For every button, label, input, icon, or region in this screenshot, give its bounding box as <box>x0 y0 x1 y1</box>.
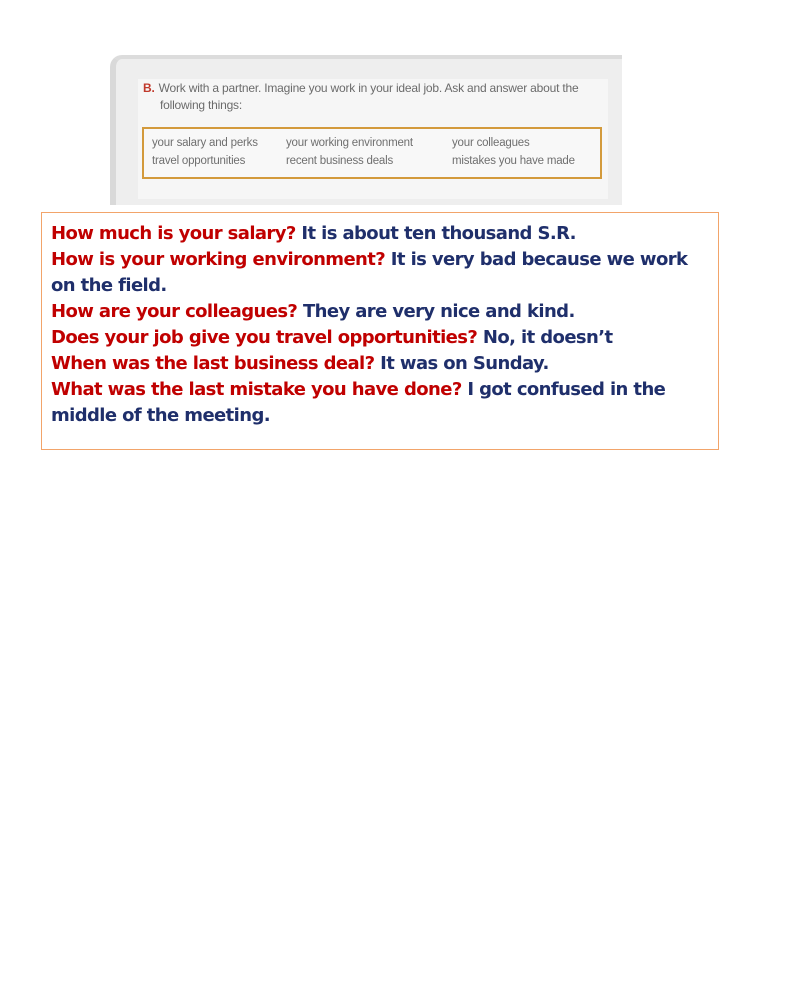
qa-line <box>51 299 711 325</box>
topics-grid <box>152 135 592 170</box>
answer-text: No, it doesn’t <box>482 327 613 348</box>
answer-text: They are very nice and kind. <box>302 301 575 322</box>
topic-item: mistakes you have made <box>452 155 575 167</box>
qa-line <box>51 325 711 351</box>
topic-item: travel opportunities <box>152 155 246 167</box>
question-text: What was the last mistake you have done? <box>51 379 462 400</box>
answer-text: It is about ten thousand S.R. <box>301 223 576 244</box>
qa-line <box>51 221 711 247</box>
question-text: When was the last business deal? <box>51 353 375 374</box>
exercise-letter: B. <box>143 81 155 95</box>
answers-text <box>51 221 711 429</box>
topic-item: recent business deals <box>286 155 394 167</box>
exercise-instruction-line-2: following things: <box>160 98 242 112</box>
qa-line <box>51 247 711 299</box>
topic-item: your salary and perks <box>152 137 258 149</box>
answers-box <box>41 212 719 450</box>
question-text: How much is your salary? <box>51 223 296 244</box>
answer-text: It is very bad because we work on the field. <box>51 249 688 296</box>
exercise-instruction-line-1: Work with a partner. Imagine you work in your ideal job. Ask and answer about the <box>158 81 579 95</box>
qa-line <box>51 377 711 429</box>
question-text: Does your job give you travel opportunities? <box>51 327 478 348</box>
topics-box <box>142 127 602 179</box>
topic-item: your colleagues <box>452 137 530 149</box>
qa-line <box>51 351 711 377</box>
answer-text: It was on Sunday. <box>380 353 549 374</box>
topic-item: your working environment <box>286 137 413 149</box>
question-text: How are your colleagues? <box>51 301 298 322</box>
answer-text: I got confused in the middle of the meeting. <box>51 379 666 426</box>
question-text: How is your working environment? <box>51 249 386 270</box>
exercise-instruction <box>143 80 603 114</box>
